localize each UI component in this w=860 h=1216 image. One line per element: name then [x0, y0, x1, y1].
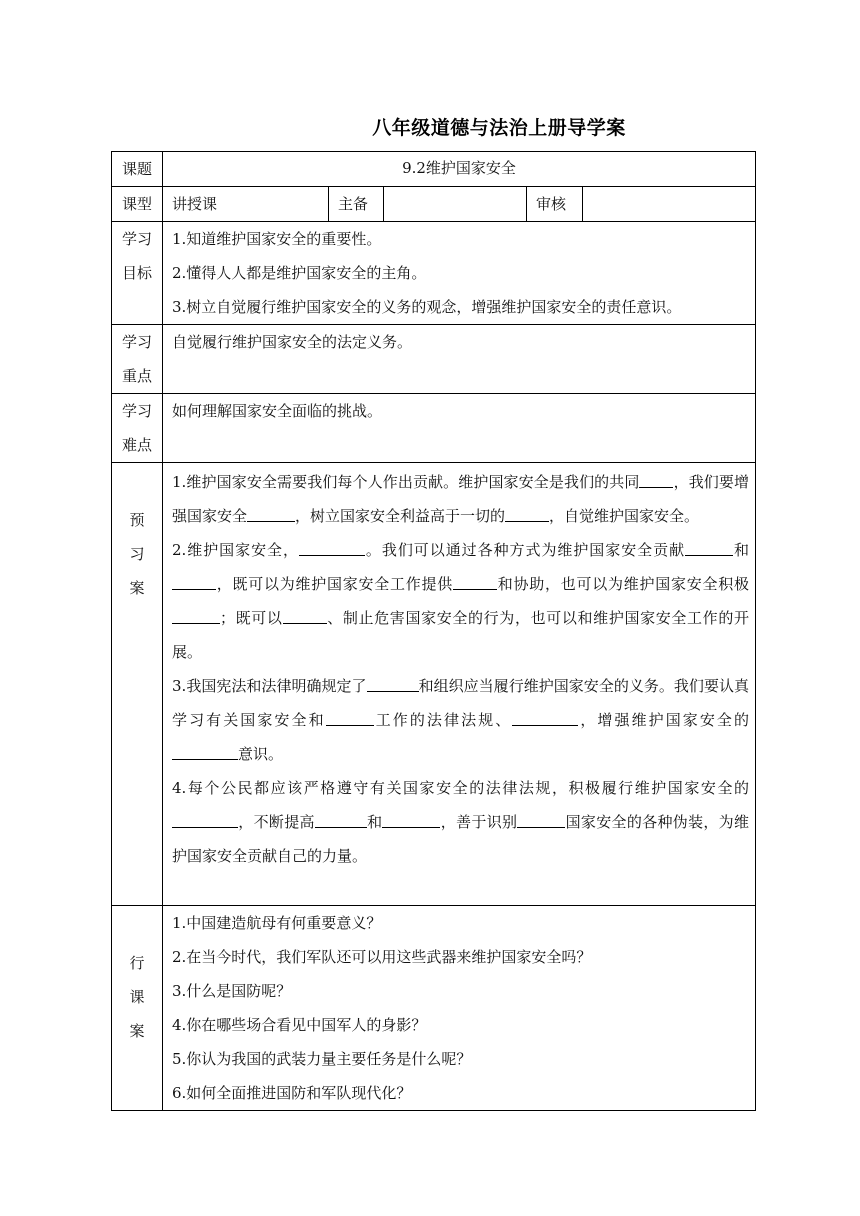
key-points-row — [112, 325, 756, 394]
fill-blank[interactable] — [639, 472, 673, 488]
preview-paragraph-1 — [172, 465, 755, 533]
review-value — [583, 187, 756, 222]
text-run: 2.维护国家安全， — [172, 541, 299, 559]
lesson-row — [112, 152, 756, 187]
preview-paragraph-3 — [172, 669, 755, 771]
fill-blank[interactable] — [382, 812, 440, 828]
text-run: 工作的法律法规、 — [373, 711, 513, 729]
key-points-content: 自觉履行维护国家安全的法定义务。 — [163, 325, 756, 394]
goal-item: 2.懂得人人都是维护国家安全的主角。 — [172, 264, 427, 282]
review-label: 审核 — [527, 187, 583, 222]
fill-blank[interactable] — [453, 574, 497, 590]
difficulties-label-line-2: 难点 — [121, 436, 152, 454]
fill-blank[interactable] — [326, 710, 374, 726]
lead-label: 主备 — [329, 187, 384, 222]
text-run: ；既可以 — [220, 609, 283, 627]
difficulties-content: 如何理解国家安全面临的挑战。 — [163, 394, 756, 463]
goals-row — [112, 222, 756, 325]
fill-blank[interactable] — [512, 710, 578, 726]
text-run: 和 — [733, 541, 750, 559]
type-row — [112, 187, 756, 222]
question-item: 5.你认为我国的武装力量主要任务是什么呢？ — [172, 1050, 472, 1068]
text-run: 。我们可以通过各种方式为维护国家安全贡献 — [364, 541, 686, 559]
type-value: 讲授课 — [163, 187, 329, 222]
text-run: ，善于识别 — [440, 813, 518, 831]
lesson-label: 课题 — [112, 152, 163, 187]
lead-value — [384, 187, 527, 222]
text-run: 和 — [366, 813, 383, 831]
text-run: 和组织应当履行维护国家安全的义务。我们要认真学习有关国家安全和 — [172, 677, 749, 729]
preview-label-char: 案 — [129, 579, 145, 597]
class-work-row — [112, 906, 756, 1111]
preview-paragraph-2 — [172, 533, 755, 669]
fill-blank[interactable] — [367, 676, 419, 692]
class-work-label-char: 课 — [129, 988, 145, 1006]
class-work-label-char: 行 — [129, 954, 145, 972]
question-item: 4.你在哪些场合看见中国军人的身影？ — [172, 1016, 427, 1034]
text-run: 国家安全的各种伪装，为维护国家安全贡献自己的力量。 — [172, 813, 749, 865]
question-item: 6.如何全面推进国防和军队现代化？ — [172, 1084, 412, 1102]
class-work-label — [112, 906, 163, 1111]
fill-blank[interactable] — [172, 574, 216, 590]
question-item: 1.中国建造航母有何重要意义？ — [172, 914, 382, 932]
key-points-label-line-2: 重点 — [121, 367, 152, 385]
preview-label-char: 预 — [129, 511, 145, 529]
lesson-value: 9.2维护国家安全 — [163, 152, 756, 187]
goals-label-line-1: 学习 — [121, 230, 152, 248]
text-run: 、制止危害国家安全的行为，也可以 — [326, 609, 578, 627]
preview-row — [112, 463, 756, 906]
question-item: 3.什么是国防呢？ — [172, 982, 292, 1000]
text-run: 和协助，也可以为维护国家安全积极 — [497, 575, 749, 593]
class-work-content — [163, 906, 756, 1111]
difficulties-label — [112, 394, 163, 463]
class-work-label-char: 案 — [129, 1022, 145, 1040]
text-run: ，不断提高 — [238, 813, 315, 831]
text-run: 4.每个公民都应该严格遵守有关国家安全的法律法规，积极履行维护国家安全的 — [172, 779, 750, 797]
key-points-label — [112, 325, 163, 394]
fill-blank[interactable] — [172, 812, 238, 828]
fill-blank[interactable] — [685, 540, 733, 556]
fill-blank[interactable] — [247, 506, 295, 522]
question-item: 2.在当今时代，我们军队还可以用这些武器来维护国家安全吗？ — [172, 948, 592, 966]
text-run: ，我们要增强国家安全 — [172, 473, 749, 525]
text-run: 和维护国家安全工作的开展。 — [172, 609, 749, 661]
goal-item: 1.知道维护国家安全的重要性。 — [172, 230, 382, 248]
preview-content — [163, 463, 756, 906]
key-points-label-line-1: 学习 — [121, 333, 152, 351]
goal-item: 3.树立自觉履行维护国家安全的义务的观念，增强维护国家安全的责任意识。 — [172, 298, 682, 316]
fill-blank[interactable] — [172, 744, 238, 760]
goals-label — [112, 222, 163, 325]
text-run: 意识。 — [238, 745, 284, 763]
text-run: 1.维护国家安全需要我们每个人作出贡献。维护国家安全是我们的共同 — [172, 473, 640, 491]
preview-paragraph-4 — [172, 771, 755, 873]
text-run: ，既可以为维护国家安全工作提供 — [216, 575, 453, 593]
study-guide-table — [111, 151, 756, 1111]
text-run: ，增强维护国家安全的 — [578, 711, 749, 729]
type-label: 课型 — [112, 187, 163, 222]
goals-label-line-2: 目标 — [121, 264, 152, 282]
preview-label-char: 习 — [129, 545, 145, 563]
preview-label — [112, 463, 163, 906]
text-run: ，自觉维护国家安全。 — [549, 507, 700, 525]
goals-content — [163, 222, 756, 325]
fill-blank[interactable] — [299, 540, 365, 556]
difficulties-row — [112, 394, 756, 463]
text-run: 3.我国宪法和法律明确规定了 — [172, 677, 367, 695]
fill-blank[interactable] — [517, 812, 565, 828]
text-run: ，树立国家安全利益高于一切的 — [295, 507, 506, 525]
fill-blank[interactable] — [505, 506, 549, 522]
page-title: 八年级道德与法治上册导学案 — [372, 117, 626, 139]
fill-blank[interactable] — [315, 812, 367, 828]
difficulties-label-line-1: 学习 — [121, 402, 152, 420]
fill-blank[interactable] — [172, 608, 220, 624]
fill-blank[interactable] — [283, 608, 327, 624]
